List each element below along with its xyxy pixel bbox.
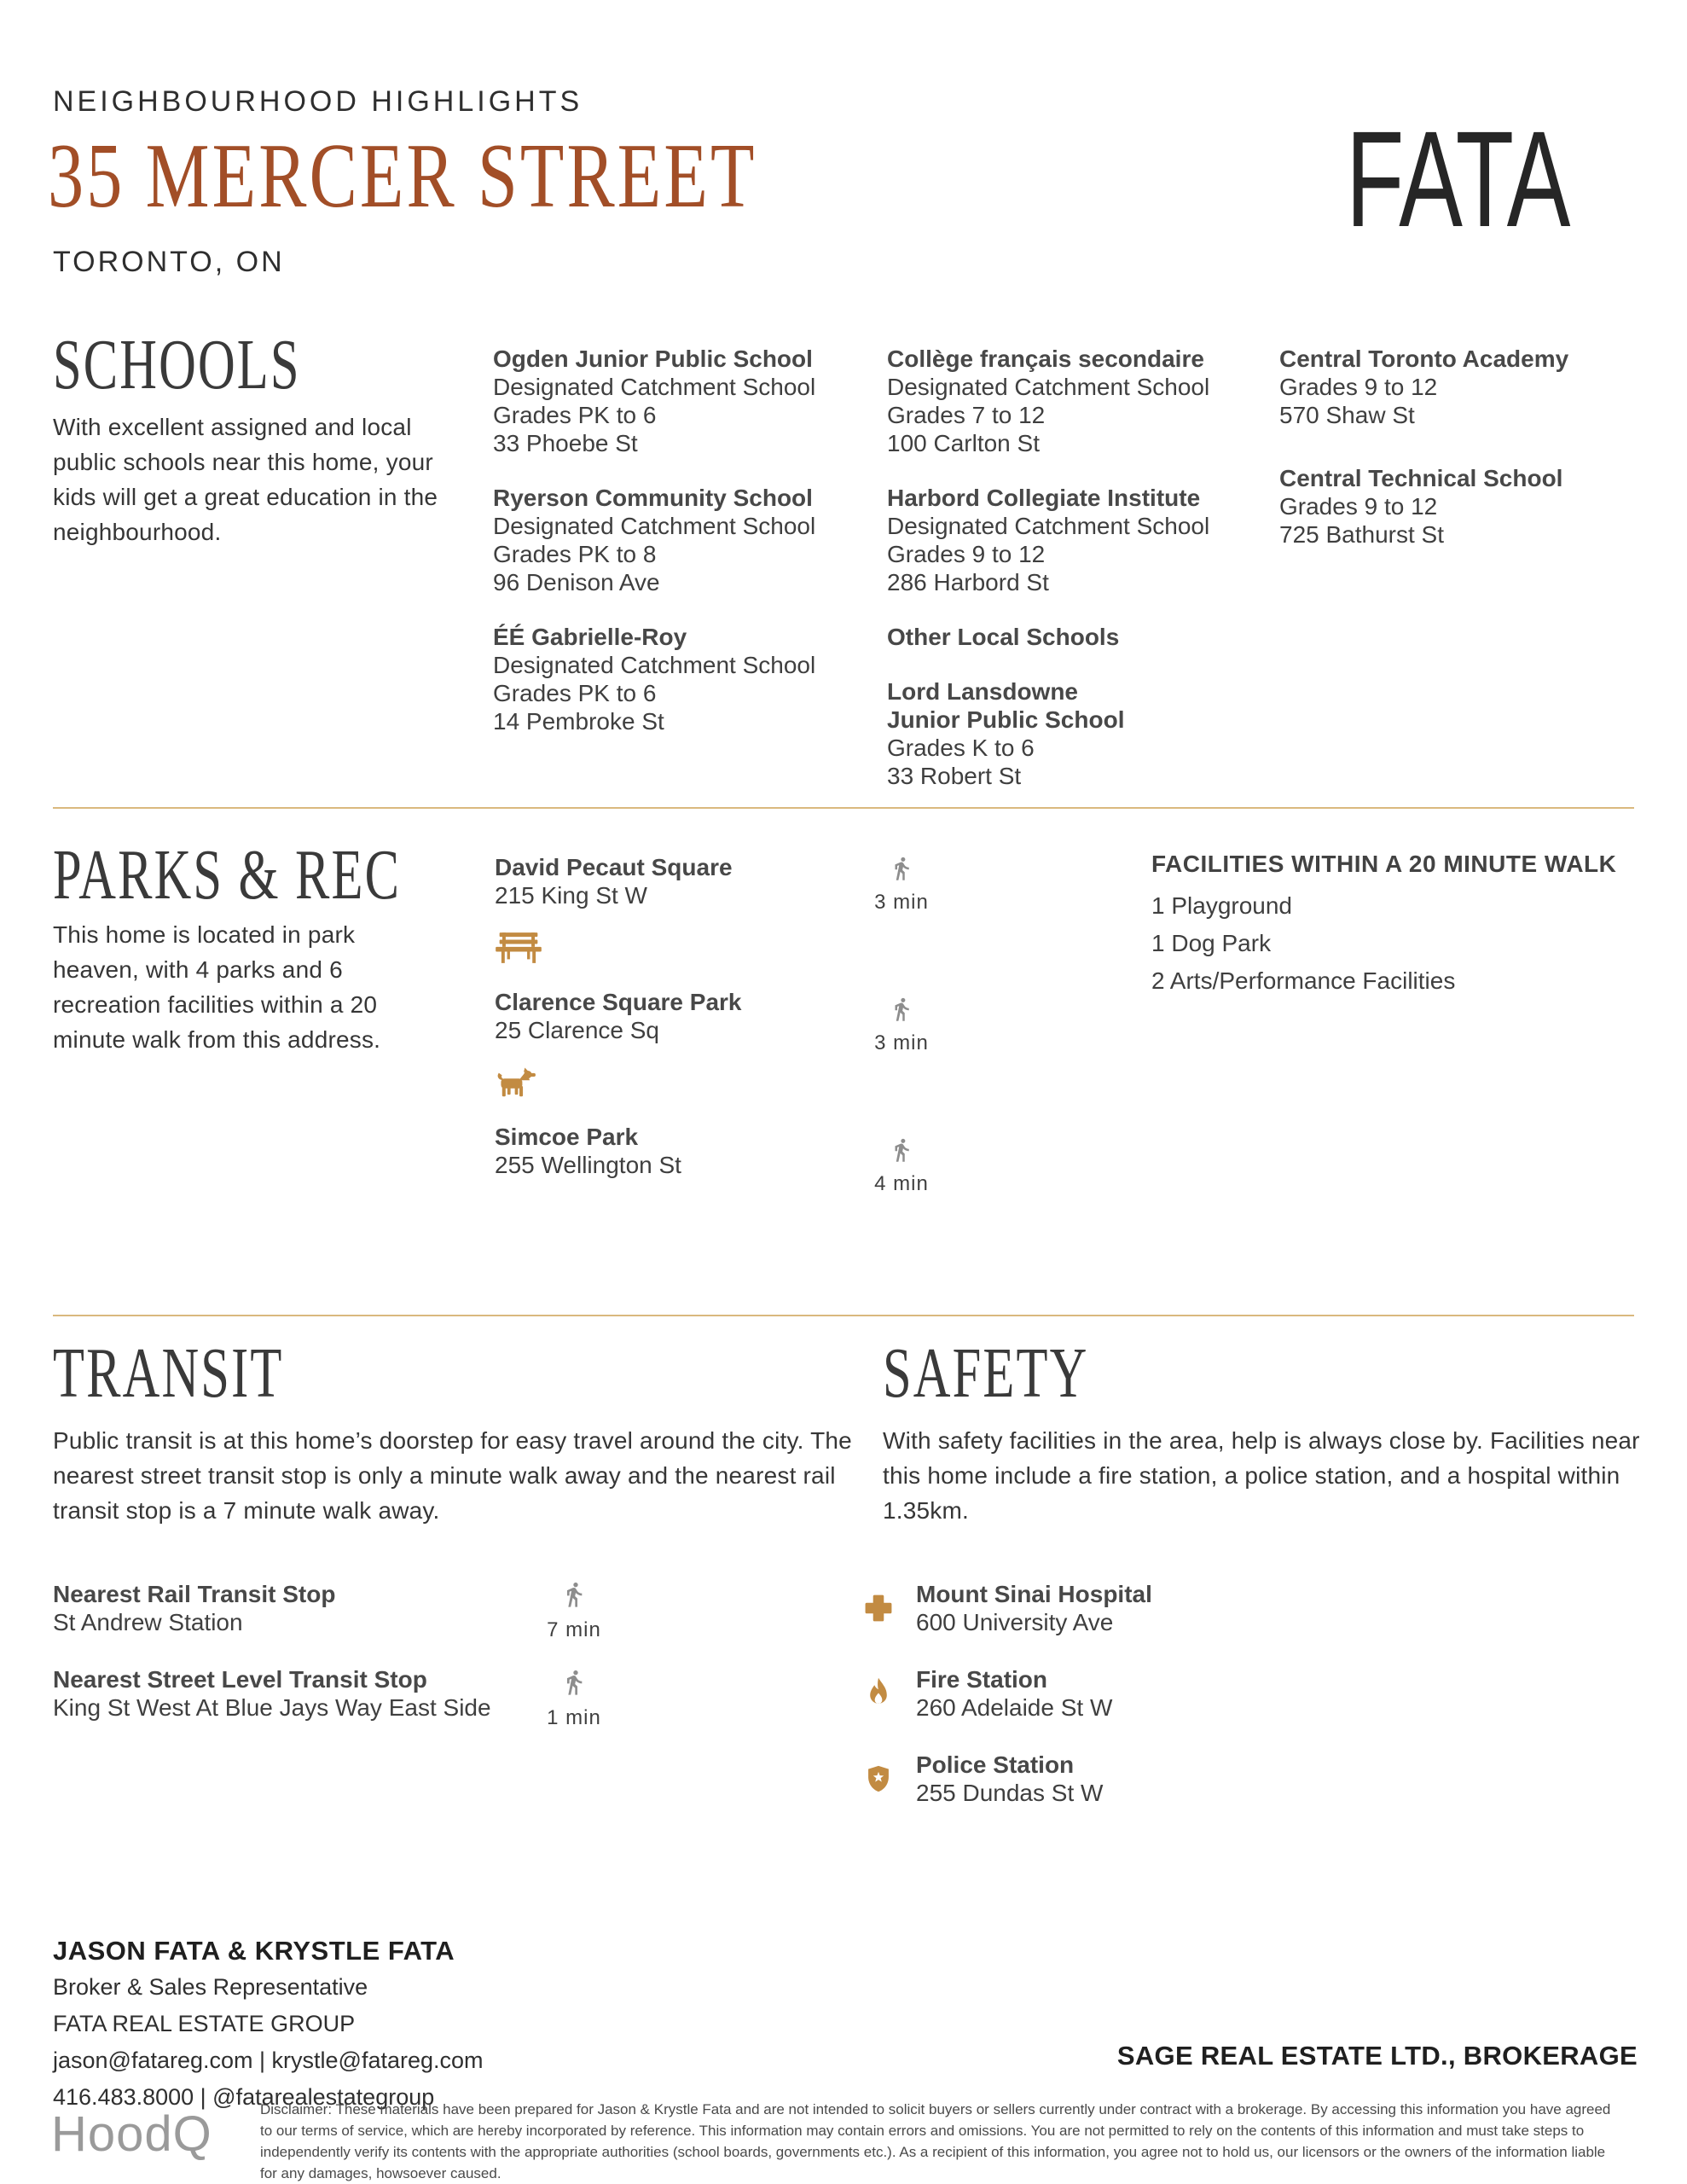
flame-icon [863, 1665, 894, 1722]
safety-facilities [863, 1580, 1152, 1836]
walking-person-icon [889, 1131, 914, 1169]
walking-person-icon [889, 990, 914, 1028]
section-divider [53, 1315, 1634, 1316]
walking-person-icon [560, 1662, 588, 1703]
schools-column-3 [1279, 345, 1659, 575]
schools-paragraph: With excellent assigned and local public schools near this home, your kids will get a great education in the neighbourhood. [53, 414, 438, 545]
agent-contact-block [53, 1933, 484, 2116]
transit-paragraph: Public transit is at this home’s doorstep for easy travel around the city. The nearest street transit stop is only a minute walk away and the nearest rail transit stop is a 7 minute walk away. [53, 1427, 852, 1524]
walk-time: 4 min [863, 1131, 940, 1196]
park-item: Clarence Square Park 25 Clarence Sq [495, 989, 742, 1043]
agent-phone-social: 416.483.8000 | @fatarealestategroup [53, 2084, 435, 2110]
walk-time: 7 min [536, 1574, 612, 1642]
page-title: 35 MERCER STREET [48, 125, 757, 227]
shield-star-icon [863, 1751, 894, 1807]
school-item: Collège français secondaire Designated Catchment School Grades 7 to 12 100 Carlton St [887, 346, 1210, 456]
safety-paragraph: With safety facilities in the area, help is always close by. Facilities near this home include a fire station, a police station, and a hospital within 1.35km. [883, 1427, 1640, 1524]
school-item: Lord Lansdowne Junior Public School Grades K to 6 33 Robert St [887, 678, 1125, 789]
section-divider [53, 807, 1634, 809]
transit-stop: Nearest Rail Transit Stop St Andrew Station [53, 1581, 336, 1635]
facility-count: 2 Arts/Performance Facilities [1151, 967, 1456, 994]
safety-item: Fire Station 260 Adelaide St W [863, 1665, 1152, 1722]
bench-icon [495, 932, 874, 966]
agent-names: JASON FATA & KRYSTLE FATA [53, 1936, 455, 1966]
facilities-summary [1151, 850, 1616, 1004]
facilities-heading: FACILITIES WITHIN A 20 MINUTE WALK [1151, 851, 1617, 877]
agent-company: FATA REAL ESTATE GROUP [53, 2011, 356, 2036]
walk-time: 1 min [536, 1662, 612, 1730]
brokerage-name: SAGE REAL ESTATE LTD., BROKERAGE [1116, 2041, 1638, 2071]
parks-list [495, 853, 874, 1179]
school-item: Harbord Collegiate Institute Designated Catchment School Grades 9 to 12 286 Harbord St [887, 485, 1210, 595]
park-item: Simcoe Park 255 Wellington St [495, 1124, 681, 1178]
disclaimer-text: Disclaimer: These materials have been prepared for Jason & Krystle Fata and are not intended to solicit buyers or sellers currently under contract with a brokerage. By accessing this information you have agreed to our terms of service, which are hereby incorporated by reference. This information may contain errors and omissions. You are not permitted to rely on the contents of this information and must take steps to independently verify its contents with the appropriate authorities (school boards, governments etc.). As a recipient of this information, you agree not to hold us, our licensors or the owners of the information liable for any damages, howsoever caused. [260, 2101, 1611, 2181]
safety-section-title: SAFETY [883, 1333, 1089, 1413]
transit-stop: Nearest Street Level Transit Stop King St West At Blue Jays Way East Side [53, 1666, 491, 1721]
walk-time: 3 min [863, 990, 940, 1055]
parks-section-title: PARKS & REC [53, 835, 402, 915]
other-local-schools-heading: Other Local Schools [887, 624, 1120, 650]
parks-paragraph: This home is located in park heaven, with 4 parks and 6 recreation facilities within a 20 minute walk from this address. [53, 921, 381, 1053]
hoodq-logo: HoodQ [51, 2106, 212, 2162]
school-item: Ryerson Community School Designated Catchment School Grades PK to 8 96 Denison Ave [493, 485, 816, 595]
agent-role: Broker & Sales Representative [53, 1974, 368, 2000]
transit-section-title: TRANSIT [53, 1333, 284, 1413]
school-item: Central Technical School Grades 9 to 12 725 Bathurst St [1279, 465, 1563, 548]
facility-count: 1 Dog Park [1151, 930, 1272, 956]
city-subtitle: TORONTO, ON [53, 246, 285, 278]
hospital-cross-icon [863, 1580, 894, 1636]
safety-item: Mount Sinai Hospital 600 University Ave [863, 1580, 1152, 1636]
schools-column-1 [493, 345, 872, 762]
agent-emails: jason@fatareg.com | krystle@fatareg.com [53, 2048, 484, 2073]
safety-item: Police Station 255 Dundas St W [863, 1751, 1152, 1807]
dog-icon [495, 1066, 874, 1101]
walk-time: 3 min [863, 850, 940, 915]
facility-count: 1 Playground [1151, 892, 1293, 919]
transit-stops [53, 1580, 491, 1751]
schools-column-2 [887, 345, 1267, 816]
schools-section-title: SCHOOLS [53, 325, 301, 404]
walking-person-icon [889, 850, 914, 887]
school-item: Ogden Junior Public School Designated Catchment School Grades PK to 6 33 Phoebe St [493, 346, 816, 456]
park-item: David Pecaut Square 215 King St W [495, 854, 733, 909]
eyebrow-label: NEIGHBOURHOOD HIGHLIGHTS [53, 85, 583, 118]
walking-person-icon [560, 1574, 588, 1615]
fata-logo: FATA [1346, 102, 1571, 255]
school-item: Central Toronto Academy Grades 9 to 12 570 Shaw St [1279, 346, 1569, 428]
school-item: ÉÉ Gabrielle-Roy Designated Catchment School Grades PK to 6 14 Pembroke St [493, 624, 816, 735]
